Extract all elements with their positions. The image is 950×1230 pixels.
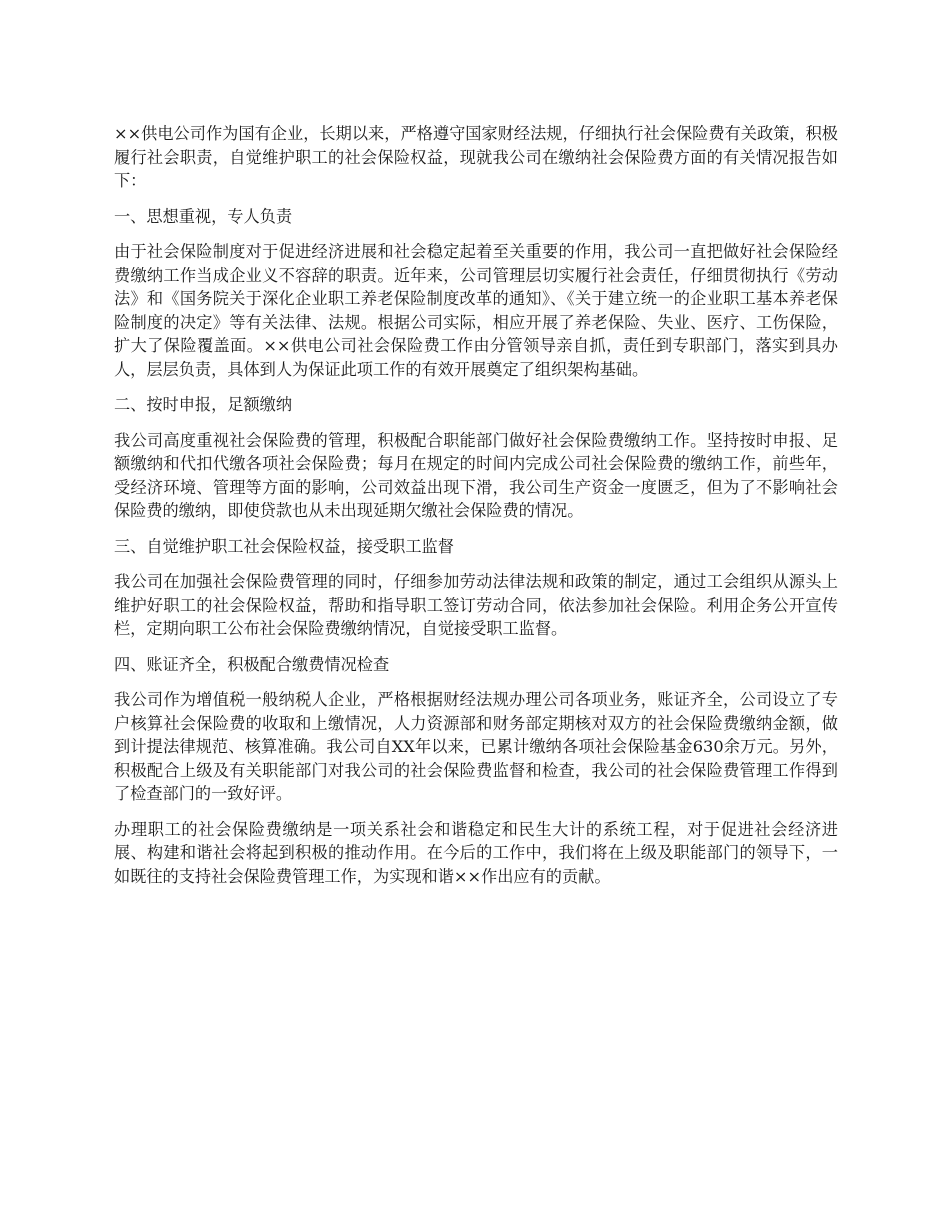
section-3-paragraph: 我公司在加强社会保险费管理的同时，仔细参加劳动法律法规和政策的制定，通过工会组织从源头上维护好职工的社会保险权益，帮助和指导职工签订劳动合同，依法参加社会保险。利用企务公开宣传栏，定期向职工公布社会保险费缴纳情况，自觉接受职工监督。	[114, 572, 838, 638]
section-2-paragraph: 我公司高度重视社会保险费的管理，积极配合职能部门做好社会保险费缴纳工作。坚持按时申报、足额缴纳和代扣代缴各项社会保险费；每月在规定的时间内完成公司社会保险费的缴纳工作，前些年，受经济环境、管理等方面的影响，公司效益出现下滑，我公司生产资金一度匮乏，但为了不影响社会保险费的缴纳，即使贷款也从未出现延期欠缴社会保险费的情况。	[114, 430, 838, 520]
section-1-paragraph: 由于社会保险制度对于促进经济进展和社会稳定起着至关重要的作用，我公司一直把做好社会保险经费缴纳工作当成企业义不容辞的职责。近年来，公司管理层切实履行社会责任，仔细贯彻执行《劳动法》和《国务院关于深化企业职工养老保险制度改革的通知》、《关于建立统一的企业职工基本养老保险制度的决定》等有关法律、法规。根据公司实际，相应开展了养老保险、失业、医疗、工伤保险，扩大了保险覆盖面。××供电公司社会保险费工作由分管领导亲自抓，责任到专职部门，落实到具办人，层层负责，具体到人为保证此项工作的有效开展奠定了组织架构基础。	[114, 242, 838, 379]
document-body	[114, 122, 838, 900]
section-4-heading: 四、账证齐全，积极配合缴费情况检查	[114, 654, 390, 674]
section-3-heading: 三、自觉维护职工社会保险权益，接受职工监督	[114, 536, 454, 556]
intro-paragraph: ××供电公司作为国有企业，长期以来，严格遵守国家财经法规，仔细执行社会保险费有关政策，积极履行社会职责，自觉维护职工的社会保险权益，现就我公司在缴纳社会保险费方面的有关情况报告如下：	[114, 124, 838, 190]
section-2-heading: 二、按时申报，足额缴纳	[114, 395, 293, 414]
section-4-paragraph: 我公司作为增值税一般纳税人企业，严格根据财经法规办理公司各项业务，账证齐全，公司设立了专户核算社会保险费的收取和上缴情况，人力资源部和财务部定期核对双方的社会保险费缴纳金额，做到计提法律规范、核算准确。我公司自XX年以来，已累计缴纳各项社会保险基金630余万元。另外，积极配合上级及有关职能部门对我公司的社会保险费监督和检查，我公司的社会保险费管理工作得到了检查部门的一致好评。	[114, 690, 838, 803]
section-1-heading: 一、思想重视，专人负责	[114, 206, 293, 226]
conclusion-paragraph: 办理职工的社会保险费缴纳是一项关系社会和谐稳定和民生大计的系统工程，对于促进社会经济进展、构建和谐社会将起到积极的推动作用。在今后的工作中，我们将在上级及职能部门的领导下，一如既往的支持社会保险费管理工作，为实现和谐××作出应有的贡献。	[114, 819, 838, 886]
